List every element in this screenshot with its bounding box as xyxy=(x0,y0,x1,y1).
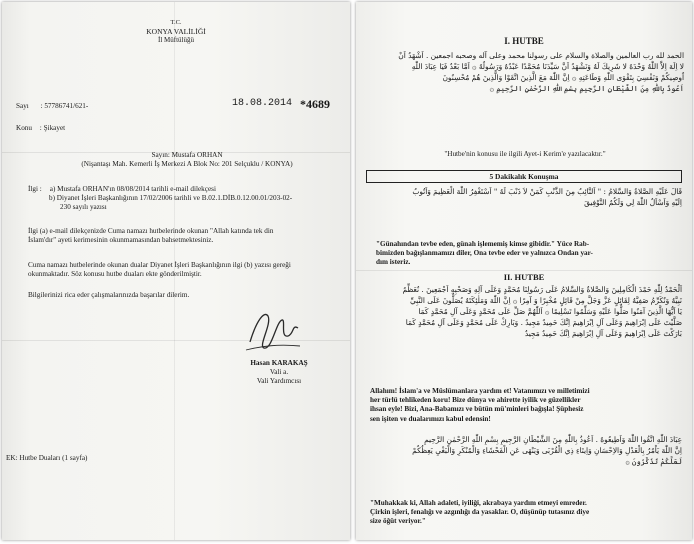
arabic-line: يَا اَيُّهَا الَّذِينَ آمَنُوا صَلُّوا عَلَيْهِ وَسَلِّمُوا تَسْلِيمًا ۞ اَللّٰهُمَّ صَلِّ عَلَى مُحَمَّدٍ وَعَلَى آلِ مُحَمَّدٍ كَمَا xyxy=(418,307,682,316)
turkish-line: "Günahından tevbe eden, günah işlememiş kimse gibidir." Yüce Rab- xyxy=(376,240,590,248)
paragraph-2 xyxy=(28,261,340,279)
arabic-block-4 xyxy=(366,434,682,467)
arabic-line: اَلْحَمْدُ لِلّٰهِ حَمْدَ الْكَامِلِينَ وَالصَّلاةُ وَالسَّلامُ عَلَى رَسُولِنَا مُحَمَّدٍ وَعَلَى آلِهِ وَصَحْبِهِ اَجْمَعِينَ . نُعَظِّمُ xyxy=(402,285,682,294)
turkish-line: Çirkin işleri, fenalığı ve azgınlığı da yasaklar. O, düşünüp tutasınız diye xyxy=(370,508,590,517)
document-number: 4689 xyxy=(306,97,330,111)
paragraph-3: Bilgilerinizi rica eder çalışmalarınızda başarılar dilerim. xyxy=(28,291,190,299)
header-office: KONYA VALİLİĞİ xyxy=(146,27,206,37)
turkish-line: dım isteriz. xyxy=(376,258,411,267)
arabic-line: اِلَيْهِ وَاَسْاَلُ اللّٰهَ لِي وَلَكُمُ التَّوْفِيقَ xyxy=(584,198,682,207)
official-letter-page xyxy=(2,2,350,540)
section-1-title: I. HUTBE xyxy=(504,36,544,46)
arabic-line: عِبَادَ اللّٰهِ اتَّقُوا اللّٰهَ وَاَطِيعُوهُ . اَعُوذُ بِاللّٰهِ مِنَ الشَّيْطَانِ الرَّجِيمِ بِسْمِ اللّٰهِ الرَّحْمٰنِ الرَّحِيمِ xyxy=(424,435,682,444)
arabic-line: بَارَكْتَ عَلَى اِبْرَاهِيمَ وَعَلَى آلِ اِبْرَاهِيمَ اِنَّكَ حَمِيدٌ مَجِيدٌ xyxy=(524,329,682,338)
ilgi-b-line2: 230 sayılı yazısı xyxy=(60,203,107,212)
ilgi-b-line1: b) Diyanet İşleri Başkanlığının 17/02/2006 tarihli ve B.02.1.DİB.0.12.00.01/203-02- xyxy=(49,194,293,203)
arabic-block-1 xyxy=(366,50,684,94)
paragraph-1-line: İlgi (a) e-mail dilekçenizde Cuma namazı hutbelerinde okunan "Allah katında tek din xyxy=(28,227,274,235)
arabic-line: قَالَ عَلَيْهِ الصَّلاةُ وَالسَّلامُ : " اَلتَّائِبُ مِنَ الذَّنْبِ كَمَنْ لاَ ذَنْبَ لَهُ " اَسْتَغْفِرُ اللّٰهَ الْعَظِيمَ وَاَتُوبُ xyxy=(412,187,682,196)
recipient-address: (Nişantaşı Mah. Kemerli İş Merkezi A Blok No: 201 Selçuklu / KONYA) xyxy=(81,160,293,169)
arabic-line: اُوصِيكُمْ وَنَفْسِيَ بِتَقْوَى اللّٰهِ وَطَاعَتِهِ ۞ اِنَّ اللّٰهَ مَعَ الَّذِينَ اتَّقَوْا وَالَّذِينَ هُمْ مُحْسِنُونَ xyxy=(442,73,684,82)
turkish-line: ihsan eyle! Bizi, Ana-Babamızı ve bütün mü'minleri bağışla! Şüphesiz xyxy=(370,405,584,414)
turkish-line: bimizden bağışlanmamızı diler, Ona tevbe eder ve yalnızca Ondan yar- xyxy=(376,249,593,258)
document-number-stamp xyxy=(300,97,330,112)
signer-block xyxy=(224,359,334,387)
arabic-line: لا اِلَهَ اِلاَّ اللّٰهُ وَحْدَهُ لا شَرِيكَ لَهُ وَنَشْهَدُ اَنَّ سَيِّدَنَا مُحَمَّدًا عَبْدُهُ وَرَسُولُهُ ۞ اَمَّا بَعْدُ فَيَا عِبَادَ اللّٰهِ xyxy=(411,62,684,71)
konu-row xyxy=(16,124,65,133)
paragraph-1 xyxy=(28,227,340,245)
sayi-row xyxy=(16,102,88,111)
hutbe-page xyxy=(356,2,692,540)
arabic-block-2 xyxy=(366,186,682,208)
header-dept: İl Müftülüğü xyxy=(158,36,194,45)
letter-header xyxy=(2,18,350,46)
turkish-line: sen işiten ve dualarımızı kabul edensin! xyxy=(370,414,491,423)
sayi-value: : 57786741/621- xyxy=(40,102,89,110)
ilgi-label: İlgi : xyxy=(28,185,42,193)
note-1: "Hutbe'nin konusu ile ilgili Ayet-i Kerim'e yazılacaktır." xyxy=(444,150,606,158)
sayi-label: Sayı xyxy=(16,102,29,110)
konu-label: Konu xyxy=(16,124,32,132)
turkish-block-3 xyxy=(370,499,682,527)
ilgi-block xyxy=(28,185,338,213)
arabic-line: نَبِيَّهُ وَنُكَرِّمُ صَفِيَّهُ لِقَائِلٍ عَزَّ وَجَلَّ مِنْ قَائِلٍ مُخْبِرًا وَ آمِرًا ۞ اِنَّ اللّٰهَ وَمَلٰئِكَتَهُ يُصَلُّونَ عَلَى النَّبِيِّ xyxy=(409,296,682,305)
recipient-block xyxy=(42,151,332,169)
paper-fold-line xyxy=(356,270,692,271)
arabic-line: لَعَلَّكُمْ تَذَكَّرُونَ ۞ xyxy=(625,457,682,466)
arabic-block-3 xyxy=(366,284,682,339)
date-stamp: 18.08.2014 xyxy=(232,98,293,109)
ilgi-a: a) Mustafa ORHAN'ın 08/08/2014 tarihli e-mail dilekçesi xyxy=(49,185,216,193)
turkish-block-2 xyxy=(370,387,682,424)
header-tc: T.C. xyxy=(170,19,182,26)
paragraph-2-line: okunmaktadır. Söz konusu hutbe duaları ekte gönderilmiştir. xyxy=(28,270,202,279)
star-icon: * xyxy=(300,97,306,111)
signer-title-1: Vali a. xyxy=(269,368,289,377)
signer-name: Hasan KARAKAŞ xyxy=(250,359,308,367)
paragraph-1-line: İslam'dır" ayeti kerimesinin okunmamasından bahsetmektesiniz. xyxy=(28,236,214,245)
arabic-line: صَلَّيْتَ عَلَى اِبْرَاهِيمَ وَعَلَى آلِ اِبْرَاهِيمَ اِنَّكَ حَمِيدٌ مَجِيدٌ . وَبَارِكْ عَلَى مُحَمَّدٍ وَعَلَى آلِ مُحَمَّدٍ كَمَا xyxy=(405,318,682,327)
turkish-line: her türlü tehlikeden koru! Bize dünya ve ahirette iyilik ve güzellikler xyxy=(370,396,581,405)
attachment-line: EK: Hutbe Duaları (1 sayfa) xyxy=(6,454,88,462)
signer-title-2: Vali Yardımcısı xyxy=(256,377,302,386)
turkish-line: "Muhakkak ki, Allah adaleti, iyiliği, akrabaya yardım etmeyi emreder. xyxy=(370,499,587,507)
turkish-block-1 xyxy=(376,240,682,268)
arabic-line: الحمد لله رب العالمين والصلاة والسلام على رسولنا محمد وعلى آله وصحبه اجمعين . اَشْهَدُ اَنْ xyxy=(398,51,684,60)
section-2-title: II. HUTBE xyxy=(503,272,545,282)
speech-box-title: 5 Dakikalık Konuşma xyxy=(366,170,682,183)
konu-value: : Şikayet xyxy=(39,124,66,132)
signature-icon xyxy=(242,302,302,360)
turkish-line: size öğüt veriyor." xyxy=(370,517,426,526)
paragraph-2-line: Cuma namazı hutbelerinde okunan dualar Diyanet İşleri Başkanlığının ilgi (b) yazısı gereği xyxy=(28,261,291,269)
turkish-line: Allahım! İslam'a ve Müslümanlara yardım et! Vatanımızı ve milletimizi xyxy=(370,387,590,395)
arabic-line: اَعُوذُ بِاللّٰهِ مِنَ الشَّيْطَانِ الرَّجِيمِ بِسْمِ اللّٰهِ الرَّحْمٰنِ الرَّحِيمِ ۞ xyxy=(489,84,684,93)
arabic-line: اِنَّ اللّٰهَ يَاْمُرُ بِالْعَدْلِ وَالاِحْسَانِ وَاِيتَاءِ ذِي الْقُرْبَى وَيَنْهَى عَنِ الْفَحْشَاءِ وَالْمُنْكَرِ وَالْبَغْيِ يَعِظُكُمْ xyxy=(412,446,682,455)
recipient-name: Sayın: Mustafa ORHAN xyxy=(151,151,223,159)
